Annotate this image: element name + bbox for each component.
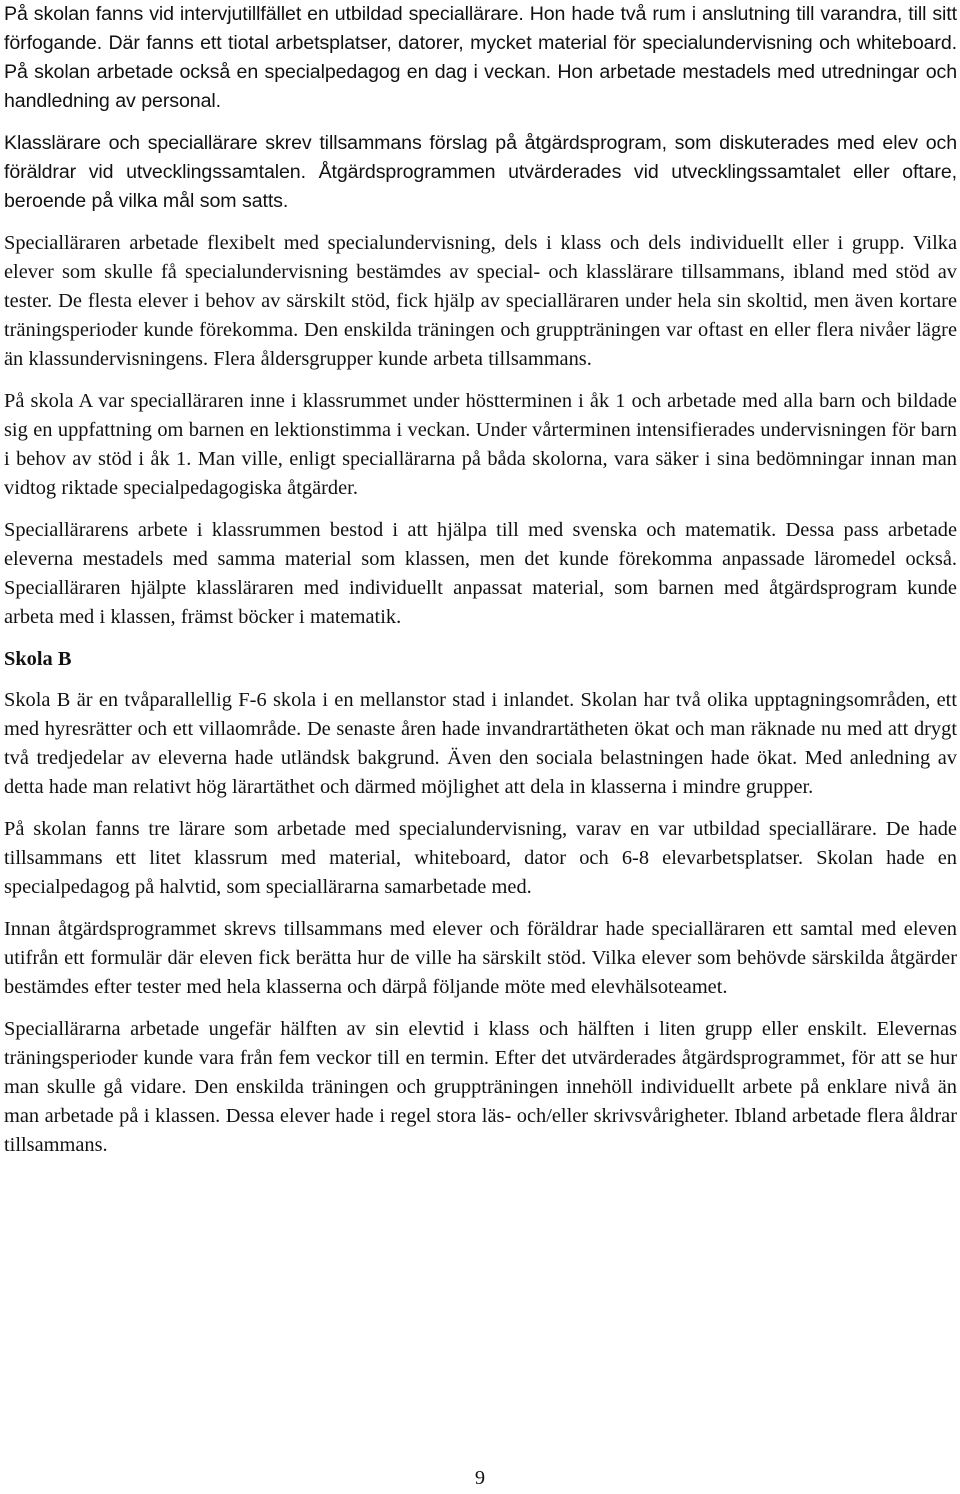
paragraph-action-programs: Klasslärare och speciallärare skrev tillsammans förslag på åtgärdsprogram, som diskuterades med elev och föräldrar vid utvecklingssamtalen. Åtgärdsprogrammen utvärderades vid utvecklingssamtalet eller oftare, beroende på vilka mål som satts.	[4, 132, 957, 212]
paragraph-school-a-classroom: På skola A var specialläraren inne i klassrummet under höstterminen i åk 1 och arbetade med alla barn och bildade sig en uppfattning om barnen en lektionstimma i veckan. Under vårterminen intensifierades undervisningen för barn i behov av stöd i åk 1. Man ville, enligt speciallärarna på båda skolorna, vara säker i sina bedömningar innan man vidtog riktade specialpedagogiska åtgärder.	[4, 390, 957, 499]
paragraph-school-a-intro: På skolan fanns vid intervjutillfället en utbildad speciallärare. Hon hade två rum i anslutning till varandra, till sitt förfogande. Där fanns ett tiotal arbetsplatser, datorer, mycket material för specialundervisning och whiteboard. På skolan arbetade också en specialpedagog en dag i veckan. Hon arbetade mestadels med utredningar och handledning av personal.	[4, 3, 957, 112]
paragraph-school-b-teachers: På skolan fanns tre lärare som arbetade med specialundervisning, varav en var utbildad speciallärare. De hade tillsammans ett litet klassrum med material, whiteboard, dator och 6-8 elevarbetsplatser. Skolan hade en specialpedagog på halvtid, som speciallärarna samarbetade med.	[4, 818, 957, 898]
paragraph-school-b-training: Speciallärarna arbetade ungefär hälften av sin elevtid i klass och hälften i liten grupp eller enskilt. Elevernas träningsperioder kunde vara från fem veckor till en termin. Efter det utvärderades åtgärdsprogrammet, för att se hur man skulle gå vidare. Den enskilda träningen och gruppträningen innehöll individuellt arbete på enklare nivå än man arbetade på i klassen. Dessa elever hade i regel stora läs- och/eller skrivsvårigheter. Ibland arbetade flera åldrar tillsammans.	[4, 1018, 957, 1156]
page-number: 9	[474, 1467, 486, 1489]
document-body	[4, 0, 957, 1173]
section-heading-school-b: Skola B	[4, 648, 72, 670]
paragraph-school-b-intro: Skola B är en tvåparallellig F-6 skola i en mellanstor stad i inlandet. Skolan har två olika upptagningsområden, ett med hyresrätter och ett villaområde. De senaste åren hade invandrartätheten ökat och man räknade nu med att drygt två tredjedelar av eleverna hade utländsk bakgrund. Även den sociala belastningen hade ökat. Med anledning av detta hade man relativt hög lärartäthet och därmed möjlighet att dela in klasserna i mindre grupper.	[4, 689, 957, 798]
paragraph-classroom-work: Speciallärarens arbete i klassrummen bestod i att hjälpa till med svenska och matematik. Dessa pass arbetade eleverna mestadels med samma material som klassen, men det kunde förekomma anpassade läromedel också. Specialläraren hjälpte klassläraren med individuellt anpassat material, som barnen med åtgärdsprogram kunde arbeta med i klassen, främst böcker i matematik.	[4, 519, 957, 628]
paragraph-flexible-teaching: Specialläraren arbetade flexibelt med specialundervisning, dels i klass och dels individuellt eller i grupp. Vilka elever som skulle få specialundervisning bestämdes av special- och klasslärare tillsammans, ibland med stöd av tester. De flesta elever i behov av särskilt stöd, fick hjälp av specialläraren under hela sin skoltid, men även kortare träningsperioder kunde förekomma. Den enskilda träningen och gruppträningen var oftast en eller flera nivåer lägre än klassundervisningens. Flera åldersgrupper kunde arbeta tillsammans.	[4, 232, 957, 370]
paragraph-school-b-action-program: Innan åtgärdsprogrammet skrevs tillsammans med elever och föräldrar hade specialläraren ett samtal med eleven utifrån ett formulär där eleven fick berätta hur de ville ha särskilt stöd. Vilka elever som behövde särskilda åtgärder bestämdes efter tester med hela klasserna och därpå följande möte med elevhälsoteamet.	[4, 918, 957, 998]
